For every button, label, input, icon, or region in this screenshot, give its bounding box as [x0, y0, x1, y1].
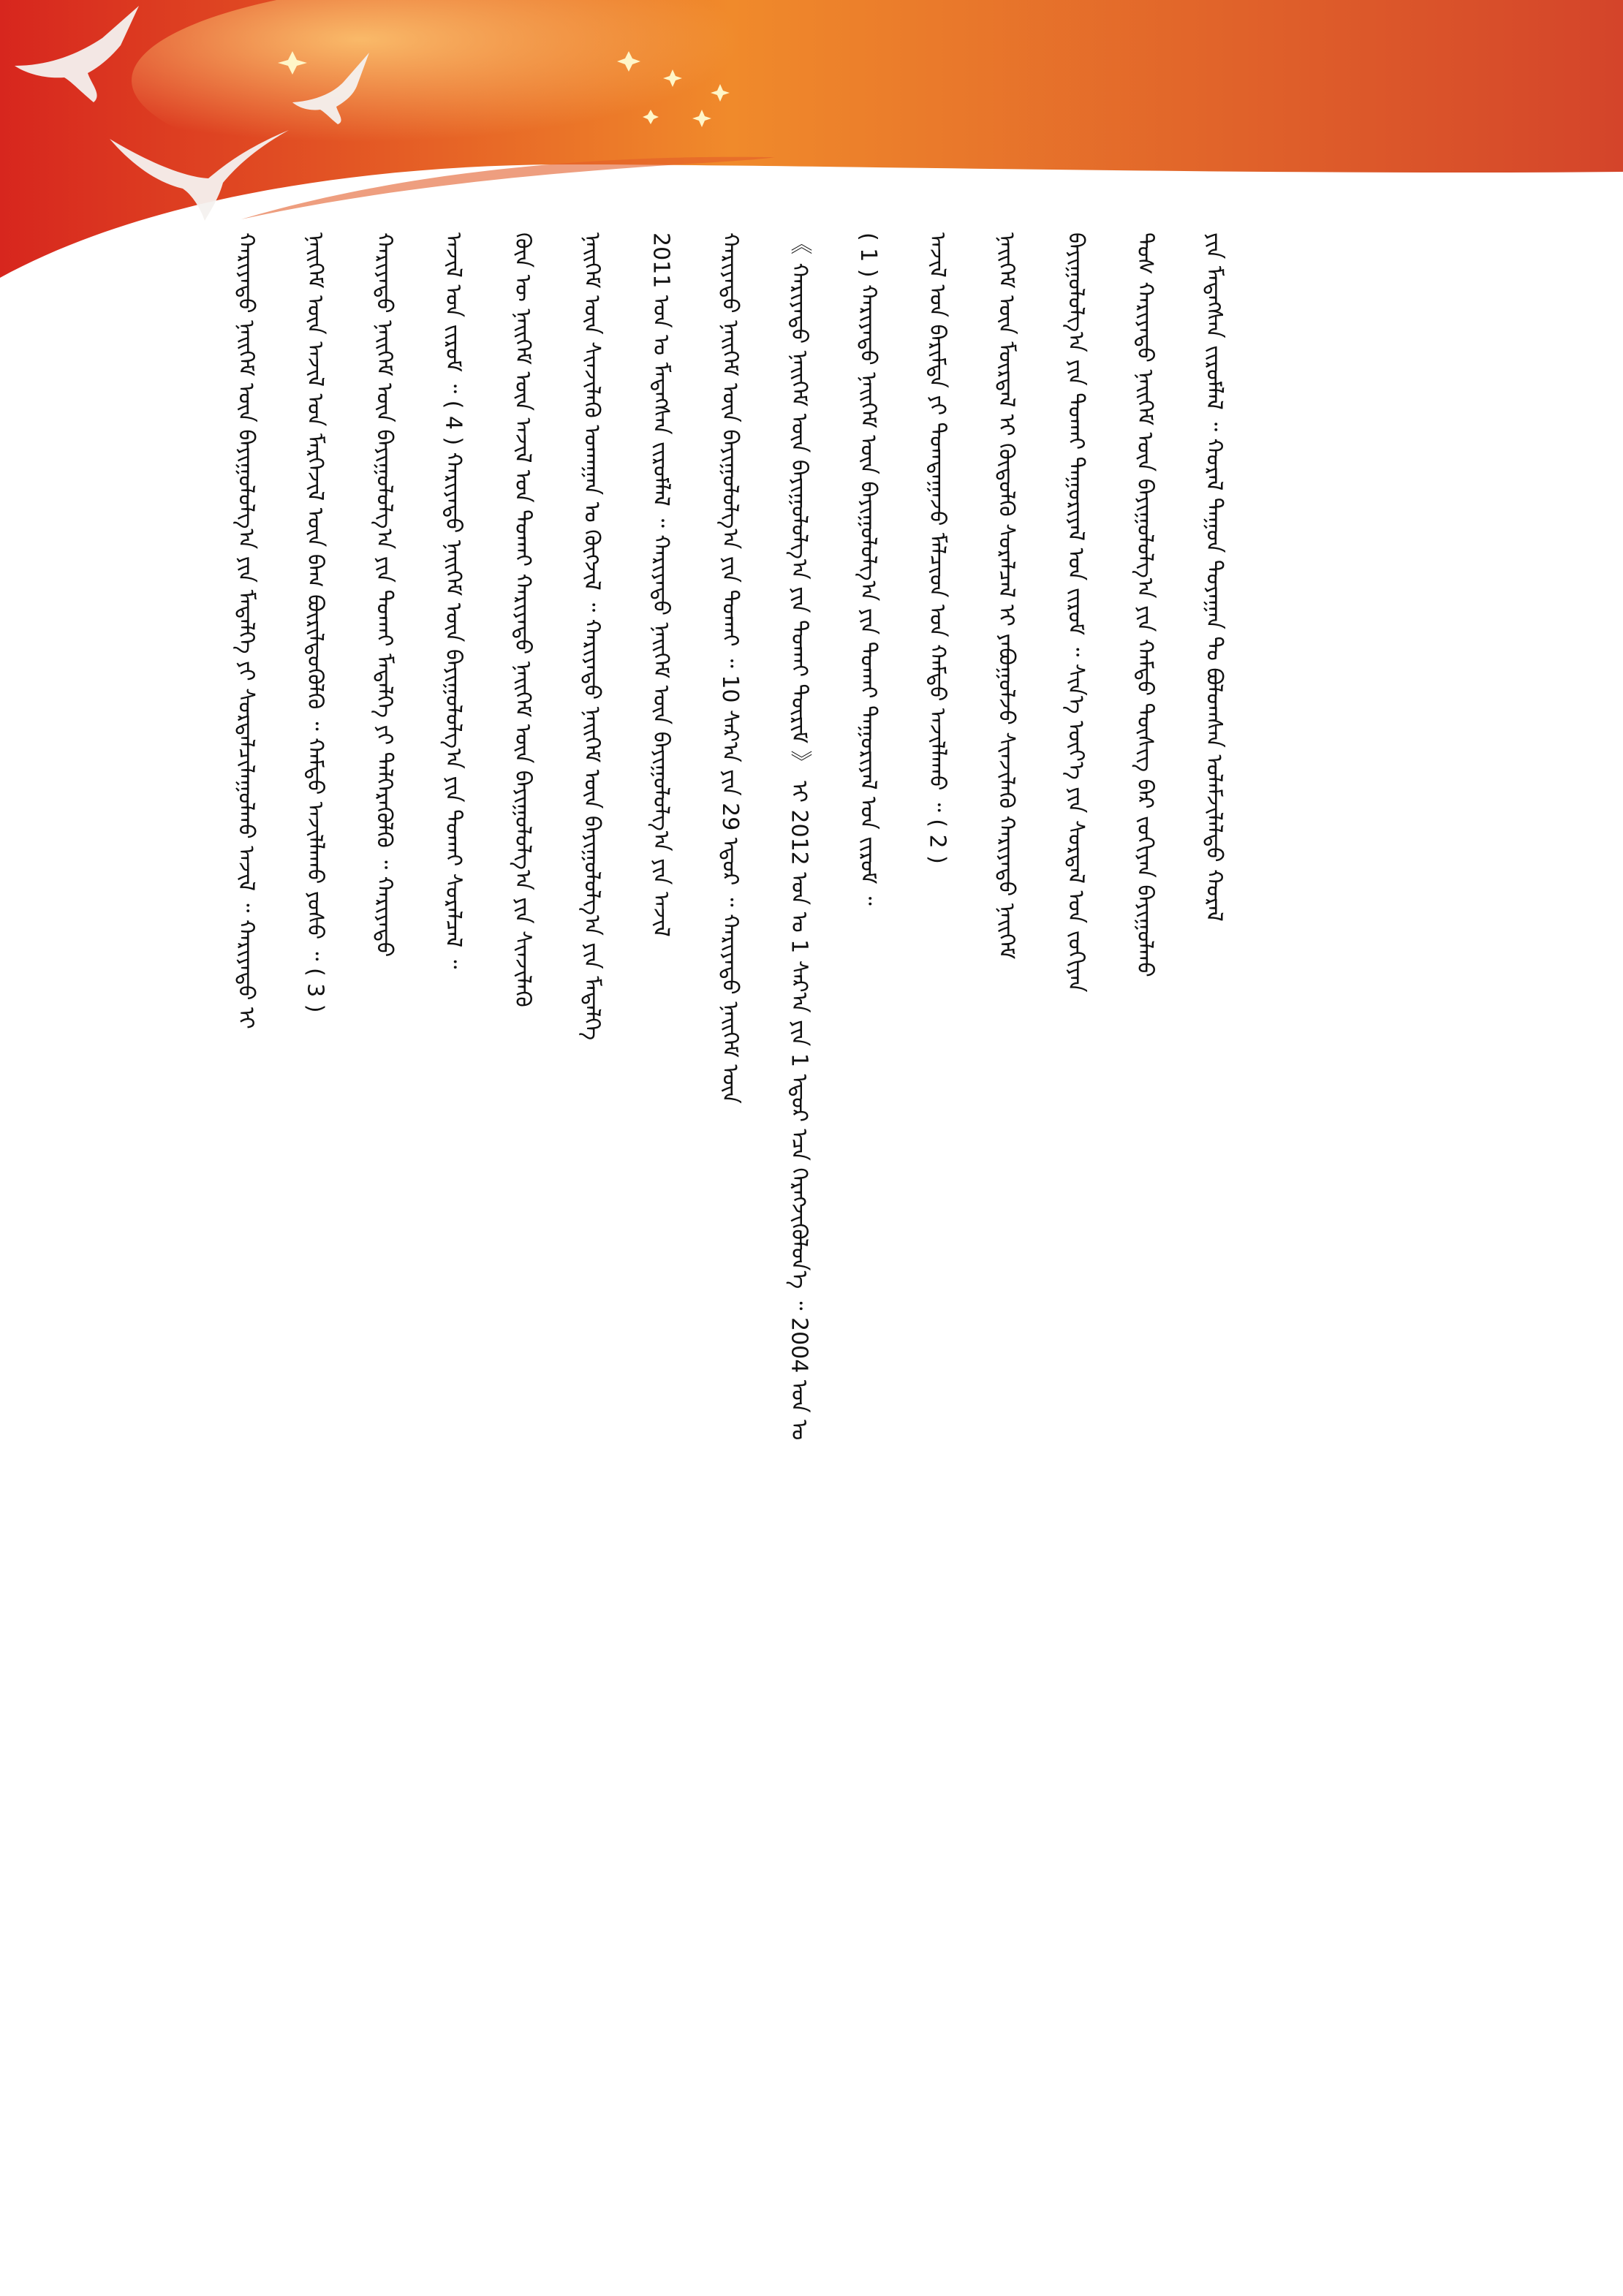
document-body: [231, 232, 1228, 2118]
text-column: ᠠᠵᠢᠯ ᠤᠨ ᠪᠠᠷᠢᠮᠲᠠ ᠶᠢ ᠲᠤᠭᠲᠠᠭᠠᠵᠤ ᠮᠠᠯᠴᠢᠳ ᠤᠨ ᠬᠠᠮᠲᠤ ᠠᠵᠢᠯᠯᠠᠬᠤ ᠃ ( 2 ): [924, 232, 950, 864]
text-column: 《 ᠬᠠᠷᠢᠶᠠᠲᠤ ᠨᠡᠢᠭᠡᠮ ᠦᠨ ᠪᠠᠶᠢᠭᠤᠯᠤᠯᠭ᠎ᠠ ᠶᠢᠨ ᠲᠤᠬᠠᠢ ᠳᠦᠷᠢᠮ 》 ᠢ 2012 ᠣᠨ ᠤ 1 ᠰᠠᠷ᠎ᠠ ᠶᠢᠨ 1 ᠡᠳᠦᠷ ᠡᠴᠡ ᠬᠡᠷᠡᠭᠵᠢᠭᠦᠯᠦᠨ᠎ᠡ ᠃ 2004 ᠣᠨ ᠤ: [786, 232, 812, 1441]
text-column: ᠬᠦᠨ ᠦ ᠨᠡᠢᠭᠡᠮ ᠦᠨ ᠠᠵᠢᠯ ᠤᠨ ᠲᠤᠬᠠᠢ ᠬᠠᠷᠢᠶᠠᠲᠤ ᠨᠡᠢᠭᠡᠮ ᠦᠨ ᠪᠠᠶᠢᠭᠤᠯᠤᠯᠭ᠎ᠠ ᠶᠢᠨ ᠰᠢᠨᠵᠢᠯᠡᠬᠦ: [510, 232, 536, 1007]
text-column: ᠠᠵᠢᠯ ᠤᠨ ᠵᠢᠷᠤᠮ ᠃ ( 4 ) ᠬᠠᠷᠢᠶᠠᠲᠤ ᠨᠡᠢᠭᠡᠮ ᠦᠨ ᠪᠠᠶᠢᠭᠤᠯᠤᠯᠭ᠎ᠠ ᠶᠢᠨ ᠲᠤᠬᠠᠢ ᠰᠤᠷᠠᠯᠴᠠᠯ ᠃: [440, 232, 466, 969]
text-column: 2011 ᠣᠨ ᠤ ᠮᠡᠳᠡᠭᠰᠡᠨ ᠵᠢᠷᠤᠮᠯᠠᠯ ᠃ ᠬᠠᠷᠢᠶᠠᠲᠤ ᠨᠡᠢᠭᠡᠮ ᠦᠨ ᠪᠠᠶᠢᠭᠤᠯᠤᠯᠭ᠎ᠠ ᠶᠢᠨ ᠠᠵᠢᠯ: [648, 232, 674, 937]
text-column: ᠶᠢᠨ ᠮᠡᠳᠡᠭᠰᠡᠨ ᠵᠢᠷᠤᠮᠯᠠᠯ ᠃ ᠬᠤᠷᠠᠯ ᠳᠠᠭᠤᠨ ᠲᠤᠶᠠᠭᠠᠨ ᠲᠤ ᠪᠤᠯᠤᠭᠰᠠᠨ ᠤᠯᠠᠮᠵᠢᠯᠠᠯᠲᠤ ᠬᠤᠷᠠᠯ: [1200, 232, 1227, 922]
text-column: ᠪᠠᠶᠢᠭᠤᠯᠤᠯᠭ᠎ᠠ ᠶᠢᠨ ᠲᠤᠬᠠᠢ ᠳᠠᠭᠤᠷᠢᠶᠠᠯ ᠤᠨ ᠵᠢᠷᠤᠮ ᠃ ᠰᠢᠨ᠎ᠡ ᠦᠶ᠎ᠡ ᠶᠢᠨ ᠰᠤᠷᠲᠠᠯ ᠤᠨ ᠵᠣᠬᠢᠶᠠᠨ: [1062, 232, 1089, 993]
text-column: ᠬᠠᠷᠢᠶᠠᠲᠤ ᠨᠡᠢᠭᠡᠮ ᠦᠨ ᠪᠠᠶᠢᠭᠤᠯᠤᠯᠭ᠎ᠠ ᠶᠢᠨ ᠲᠤᠬᠠᠢ ᠮᠡᠳᠡᠯᠭᠡ ᠶᠢ ᠳᠡᠯᠭᠡᠷᠡᠭᠦᠯᠬᠦ ᠃ ᠬᠠᠷᠢᠶᠠᠲᠤ: [371, 232, 398, 958]
text-column: ᠨᠡᠢᠭᠡᠮ ᠦᠨ ᠠᠵᠢᠯ ᠤᠨ ᠮᠡᠷᠭᠡᠵᠢᠯ ᠦᠨ ᠪᠠᠭ ᠪᠦᠷᠢᠯᠳᠦᠭᠦᠯᠬᠦ ᠃ ᠬᠠᠮᠲᠤ ᠠᠵᠢᠯᠯᠠᠬᠤ ᠶᠣᠰᠣ ᠃ ( 3 ): [302, 232, 328, 1013]
text-column: ( 1 ) ᠬᠠᠷᠢᠶᠠᠲᠤ ᠨᠡᠢᠭᠡᠮ ᠦᠨ ᠪᠠᠶᠢᠭᠤᠯᠤᠯᠭ᠎ᠠ ᠶᠢᠨ ᠲᠤᠬᠠᠢ ᠳᠠᠭᠤᠷᠢᠶᠠᠯ ᠤᠨ ᠵᠢᠷᠤᠮ ᠃: [855, 232, 882, 906]
text-column: ᠨᠡᠢᠭᠡᠮ ᠦᠨ ᠮᠦᠷᠳᠡᠯ ᠢ ᠬᠦᠲᠦᠯᠬᠦ ᠰᠤᠷᠠᠯᠴᠠᠯ ᠢ ᠶᠠᠪᠤᠭᠤᠯᠵᠤ ᠰᠢᠨᠵᠢᠯᠡᠬᠦ ᠬᠠᠷᠢᠶᠠᠲᠤ ᠨᠡᠢᠭᠡᠮ: [994, 232, 1020, 960]
text-column: ᠬᠠᠷᠢᠶᠠᠲᠤ ᠨᠡᠢᠭᠡᠮ ᠦᠨ ᠪᠠᠶᠢᠭᠤᠯᠤᠯᠭ᠎ᠠ ᠶᠢᠨ ᠲᠤᠬᠠᠢ ᠃ 10 ᠰᠠᠷ᠎ᠠ ᠶᠢᠨ 29 ᠡᠳᠦᠷ ᠃ ᠬᠠᠷᠢᠶᠠᠲᠤ ᠨᠡᠢᠭᠡᠮ ᠦᠨ: [716, 232, 743, 1104]
text-column: ᠨᠡᠢᠭᠡᠮ ᠦᠨ ᠰᠢᠨᠵᠢᠯᠡᠬᠦ ᠤᠬᠠᠭᠠᠨ ᠤ ᠬᠦᠭᠵᠢᠯ ᠃ ᠬᠠᠷᠢᠶᠠᠲᠤ ᠨᠡᠢᠭᠡᠮ ᠦᠨ ᠪᠠᠶᠢᠭᠤᠯᠤᠯᠭ᠎ᠠ ᠶᠢᠨ ᠮᠡᠳᠡᠯᠭᠡ: [578, 232, 605, 1041]
text-column: ᠲᠤᠰ ᠬᠠᠷᠢᠶᠠᠲᠤ ᠨᠡᠢᠭᠡᠮ ᠦᠨ ᠪᠠᠶᠢᠭᠤᠯᠤᠯᠭ᠎ᠠ ᠶᠢᠨ ᠬᠠᠮᠲᠤ ᠲᠦᠰᠢᠭ ᠪᠠᠷ ᠵᠣᠬᠢᠶᠠᠨ ᠪᠠᠶᠢᠭᠤᠯᠬᠤ: [1132, 232, 1158, 977]
text-column: ᠬᠠᠷᠢᠶᠠᠲᠤ ᠨᠡᠢᠭᠡᠮ ᠦᠨ ᠪᠠᠶᠢᠭᠤᠯᠤᠯᠭ᠎ᠠ ᠶᠢᠨ ᠮᠡᠳᠡᠯᠭᠡ ᠶᠢ ᠰᠤᠷᠲᠠᠯᠴᠢᠯᠠᠭᠤᠯᠬᠤ ᠠᠵᠢᠯ ᠃ ᠬᠠᠷᠢᠶᠠᠲᠤ ᠢ: [233, 232, 259, 1029]
